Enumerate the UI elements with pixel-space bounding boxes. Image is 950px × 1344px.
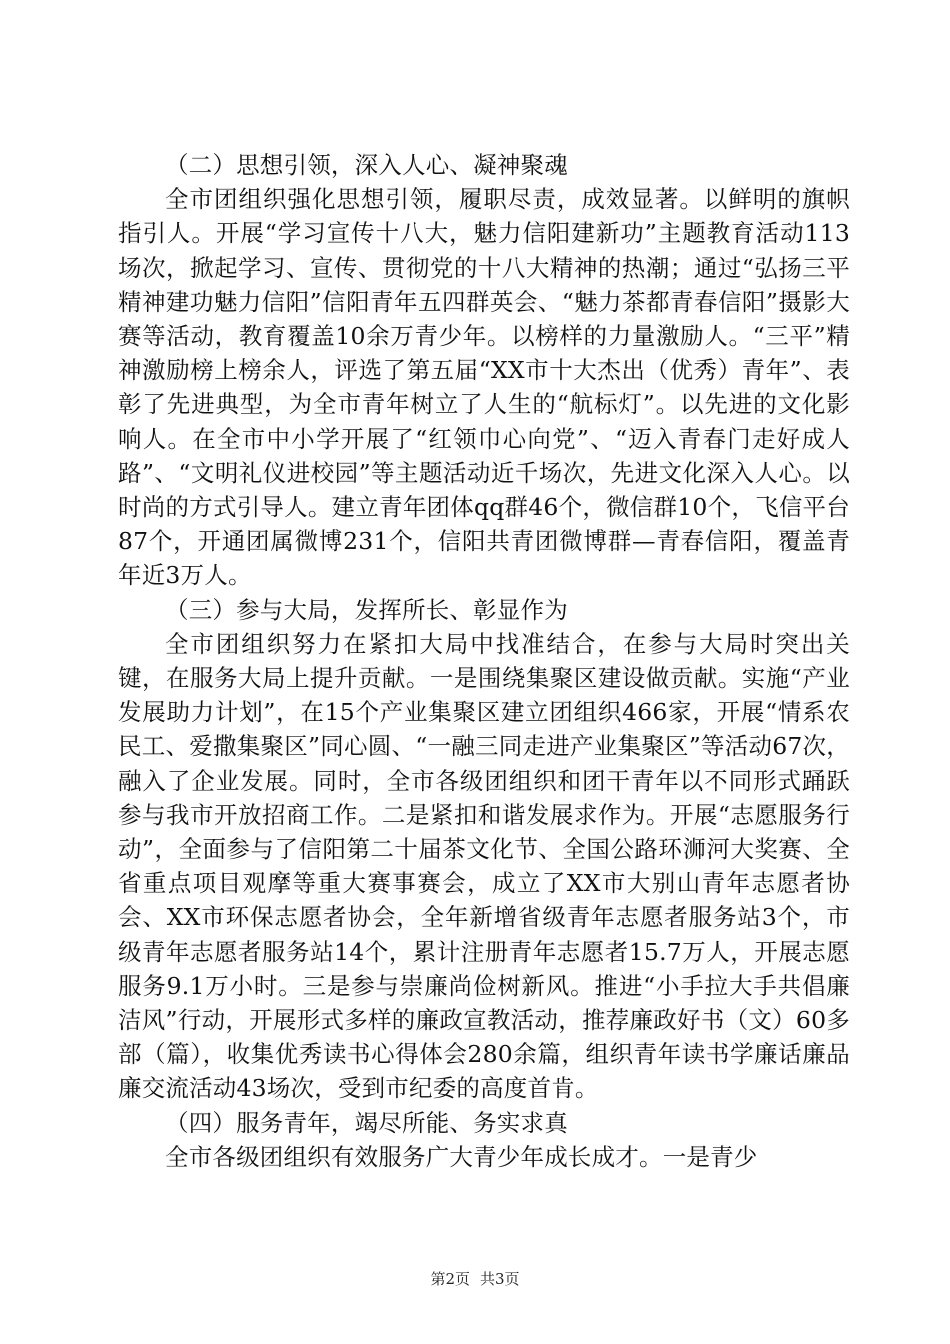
document-body [118,148,850,1174]
page-total: 共3页 [480,1270,520,1288]
page-number: 第2页 [430,1270,470,1288]
section-heading-2: （二）思想引领，深入人心、凝神聚魂 [165,151,568,179]
section-body-2: 全市团组织强化思想引领，履职尽责，成效显著。以鲜明的旗帜指引人。开展“学习宣传十八大，魅力信阳建新功”主题教育活动113场次，掀起学习、宣传、贯彻党的十八大精神的热潮；通过“弘扬三平精神建功魅力信阳”信阳青年五四群英会、“魅力茶都青春信阳”摄影大赛等活动，教育覆盖10余万青少年。以榜样的力量激励人。“三平”精神激励榜上榜余人，评选了第五届“XX市十大杰出（优秀）青年”、表彰了先进典型，为全市青年树立了人生的“航标灯”。以先进的文化影响人。在全市中小学开展了“红领巾心向党”、“迈入青春门走好成人路”、“文明礼仪进校园”等主题活动近千场次，先进文化深入人心。以时尚的方式引导人。建立青年团体qq群46个，微信群10个，飞信平台87个，开通团属微博231个，信阳共青团微博群—青春信阳，覆盖青年近3万人。 [118,185,850,590]
section-heading-4: （四）服务青年，竭尽所能、务实求真 [165,1108,568,1137]
section-heading-3: （三）参与大局，发挥所长、彰显作为 [165,595,568,624]
page-footer [0,1268,950,1289]
section-body-4: 全市各级团组织有效服务广大青少年成长成才。一是青少 [165,1142,758,1171]
section-body-3: 全市团组织努力在紧扣大局中找准结合，在参与大局时突出关键，在服务大局上提升贡献。一是围绕集聚区建设做贡献。实施“产业发展助力计划”，在15个产业集聚区建立团组织466家，开展“情系农民工、爱撒集聚区”同心圆、“一融三同走进产业集聚区”等活动67次，融入了企业发展。同时，全市各级团组织和团干青年以不同形式踊跃参与我市开放招商工作。二是紧扣和谐发展求作为。开展“志愿服务行动”，全面参与了信阳第二十届茶文化节、全国公路环浉河大奖赛、全省重点项目观摩等重大赛事赛会，成立了XX市大别山青年志愿者协会、XX市环保志愿者协会，全年新增省级青年志愿者服务站3个，市级青年志愿者服务站14个，累计注册青年志愿者15.7万人，开展志愿服务9.1万小时。三是参与崇廉尚俭树新风。推进“小手拉大手共倡廉洁风”行动，开展形式多样的廉政宣教活动，推荐廉政好书（文）60多部（篇），收集优秀读书心得体会280余篇，组织青年读书学廉话廉品廉交流活动43场次，受到市纪委的高度首肯。 [118,629,850,1103]
